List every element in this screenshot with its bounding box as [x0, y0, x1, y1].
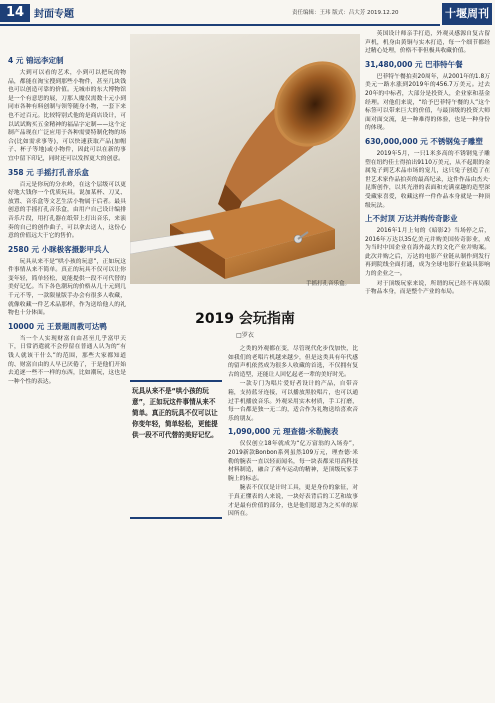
middle-column — [228, 345, 358, 700]
paragraph: 大到可以看的艺术，小到可以把玩的物品，都能在淘宝搜到那些小物件，甚至几块钱也可以创造可靠的价值。无城市的东大博物馆是一个有意思的展，刀那人魔仅需数十元小到同市各种有料创制与领等随身小物，一套下来也不过百元。比较特别式他的是商店设计，可以试试购买五金精神的福品字定制——这个定制产品现在广泛应用于各种需要特制化物的场合(比如需求事等)，可以快速获取产品(加帽子、杯子等地)或小物件，因此可以在新的事宜中留下印记，同时还可以发挥更大的创意。 — [8, 70, 126, 162]
section-heading: 上不封顶 万达并购传奇影业 — [365, 214, 458, 224]
paragraph: 巴菲特午餐拍卖20周年，从2001年的1.8万美元一路水涨到2019年的456.7万美元。过去20年的中标者，大部分是投资人，企业家和基金经理。对他们来说，“给予巴菲特午餐的人”这个标签可以带来巨大的价值，与最顶级的投资大师面对面交流，是一种难得的体验，也是一种身份的体现。 — [365, 73, 490, 132]
page-number: 14 — [0, 4, 30, 22]
section-heading: 31,480,000 元 巴菲特午餐 — [365, 59, 463, 69]
paragraph: 百元是你玩的分水岭，在这个层级可以更好地大钱你一个优质玩具。说加某杯、刀叉、放置、音乐盒等文艺生活小物属于后者。最具创意的手摇打孔音乐盒，由用户自己设计编排音乐片段，用打孔器在纸带上打出音乐，来演奏的自己的创作曲子，可以拿去送人，这份心意的价值远大于它的售价。 — [8, 181, 126, 240]
section-heading: 4 元 锦远李定制 — [8, 56, 64, 65]
left-column — [8, 52, 126, 700]
paragraph: 英国设计师亲手打造，外观灵感源自复古留声机，机身由黄铜与实木打造，每一个细节都经过精心处理，价格不菲但极具收藏价值。 — [365, 31, 490, 55]
gramophone-photo — [130, 34, 360, 284]
photo-caption: 手摇打孔音乐盒。 — [306, 281, 351, 287]
section-heading: 10000 元 王景题周教可达鸭 — [8, 321, 107, 331]
right-column — [365, 30, 490, 700]
pull-quote-text: 玩具从来不是“哄小孩的玩意”，正如玩这件事情从来不简单。真正的玩具不仅可以让你变年轻，简单轻松，更能提供一段不可代替的美好记忆。 — [132, 387, 218, 439]
section-heading: 358 元 手摇打孔音乐盒 — [8, 167, 89, 177]
paragraph: 玩具从来不是“哄小孩的玩意”，正如玩这件事情从来不简单。真正的玩具不仅可以让你变年轻，简单轻松，更能提供一段不可代替的美好记忆。当下各色潮玩的价格从几十元到几千元不等，一款限量版手办会有很多人收藏，就像收藏一件艺术品那样，作为送给他人的礼物也十分体面。 — [8, 258, 126, 317]
paragraph: 对于顶级玩家来说，所谓的玩已经不再局限于物品本身，而是整个产业的布局。 — [365, 280, 490, 296]
paragraph: 2019年5月，一只1米多高的不锈钢兔子雕塑在纽约佳士得拍出9110万美元，从不起眼的金属兔子到艺术品市场的宠儿，这只兔子创造了在世艺术家作品拍卖的最高纪录，这件作品由杰夫·昆斯创作，以其光滑的表面和充满童趣的造型深受藏家喜爱，收藏这样一件作品本身就是一种顶级玩法。 — [365, 150, 490, 209]
header-rule — [0, 24, 440, 26]
page-header — [0, 0, 495, 26]
editor-info: 责任编辑：王玮 版式：吕大芳 2019.12.20 — [292, 10, 399, 16]
paragraph: 之类的外观都在变，尽管现代化步伐加快，比如我们的老唱片机越来越少，但是这类具有年代感的留声机依然成为很多人收藏的首选，不仅拥有复古的造型，还能让人回忆起老一辈的美好时光。 — [228, 346, 358, 378]
paragraph: 一款专门为唱片爱好者设计的产品，自带音箱，支持蓝牙连接，可以播放黑胶唱片，也可以通过手机播放音乐。外观采用实木材质，手工打磨，每一台都是独一无二的，适合作为礼物送给喜欢音乐的朋友。 — [228, 381, 358, 422]
brand-logo: 十堰周刊 — [442, 3, 492, 25]
section-heading: 2580 元 小眯极客摄影甲兵人 — [8, 244, 110, 254]
section-title: 封面专题 — [34, 9, 74, 20]
paragraph: 当一个人实现财富自由甚至几乎富甲天下，日常消遣就不会停留在普通人认为的“有钱人就该干什么”的范围，那些大家都知道的、财富自由的人早已厌倦了，于是他们开始去追逐一些不一样的东西，比如潮玩，这也是一种个性的表达。 — [8, 335, 126, 385]
section-heading: 630,000,000 元 不锈钢兔子雕塑 — [365, 136, 483, 146]
section-heading: 1,090,000 元 理查德·米勒腕表 — [228, 427, 339, 437]
article-title-block — [130, 298, 360, 338]
paragraph: 仅仅创立18年就成为“亿万富翁的入场券”，2019新款Bonbon系列虽然109万元，理查德·米勒的腕表一直以轻而闻名，每一块表都采用高科技材料制造，融合了赛车运动的精神，是顶级玩家手腕上的标志。 — [228, 441, 358, 482]
article-title: 2019 会玩指南 — [195, 311, 295, 327]
paragraph: 腕表不仅仅是计时工具，更是身份的象征，对于真正懂表的人来说，一块好表背后的工艺和故事才是最有价值的部分，也是他们愿意为之买单的原因所在。 — [228, 485, 358, 518]
byline: □罗衣 — [236, 332, 254, 339]
pull-quote — [130, 380, 222, 519]
gramophone-illustration — [130, 34, 360, 284]
paragraph: 2016年1月上旬的《暗影2》当场停之后，2016年万达以35亿美元并购美国传奇影业，成为当时中国企业在海外最大的文化产业并购案。此次并购之后，万达的电影产业链从制作到发行再到院线全面打通，成为全球电影行业最具影响力的企业之一。 — [365, 228, 490, 278]
